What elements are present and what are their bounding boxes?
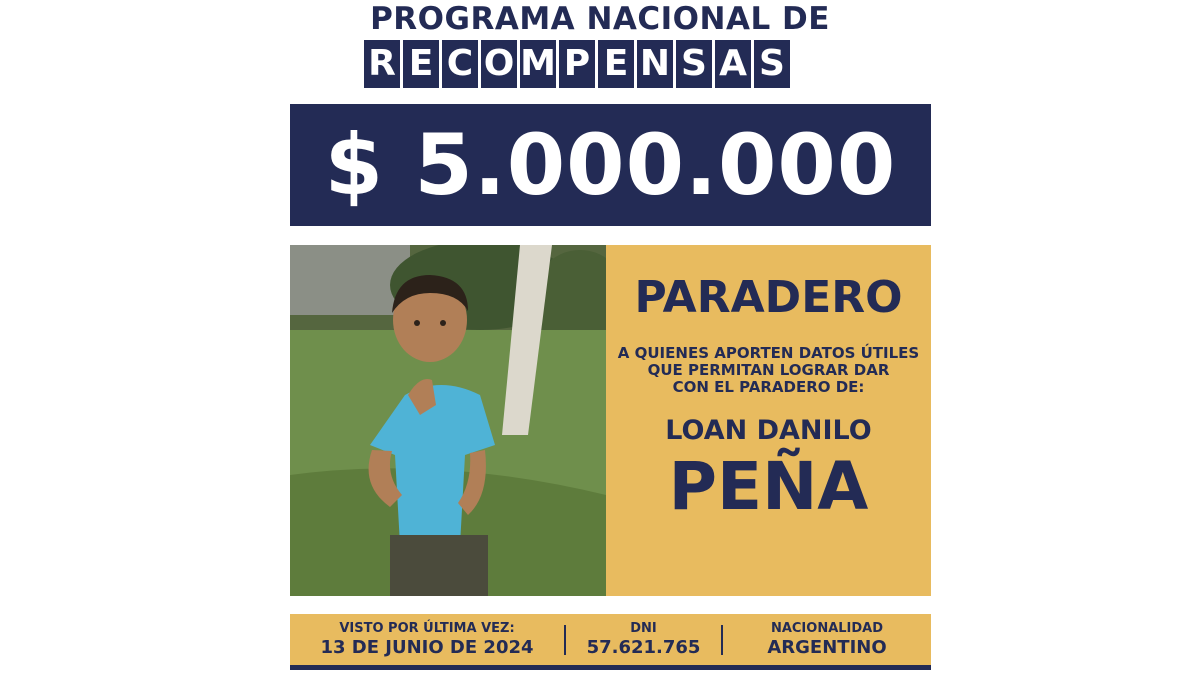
details-bar — [290, 614, 931, 670]
missing-child-photo — [290, 245, 606, 596]
title-letter-tile: C — [442, 40, 478, 88]
nationality-label: NACIONALIDAD — [770, 621, 884, 636]
title-letter-tile: P — [559, 40, 595, 88]
last-seen-value: 13 DE JUNIO DE 2024 — [320, 637, 534, 658]
dni-detail — [566, 614, 721, 665]
dni-label: DNI — [630, 621, 657, 636]
program-title-line2 — [364, 40, 790, 88]
reward-amount: $ 5.000.000 — [324, 116, 897, 214]
info-panel — [606, 245, 931, 596]
paradero-description — [606, 345, 931, 396]
title-letter-tile: S — [754, 40, 790, 88]
description-line: A QUIENES APORTEN DATOS ÚTILES — [617, 344, 920, 362]
nationality-detail — [723, 614, 931, 665]
last-seen-label: VISTO POR ÚLTIMA VEZ: — [339, 621, 515, 636]
title-letter-tile: A — [715, 40, 751, 88]
paradero-title: PARADERO — [634, 272, 903, 323]
nationality-value: ARGENTINO — [767, 637, 887, 658]
description-line: CON EL PARADERO DE: — [672, 378, 865, 396]
program-title-line1: PROGRAMA NACIONAL DE — [370, 1, 830, 37]
title-letter-tile: R — [364, 40, 400, 88]
reward-amount-banner — [290, 104, 931, 226]
title-letter-tile: N — [637, 40, 673, 88]
last-seen-detail — [290, 614, 564, 665]
description-line: QUE PERMITAN LOGRAR DAR — [647, 361, 890, 379]
title-letter-tile: E — [598, 40, 634, 88]
dni-value: 57.621.765 — [586, 637, 701, 658]
last-name: PEÑA — [668, 448, 869, 525]
first-names: LOAN DANILO — [665, 415, 872, 446]
title-letter-tile: O — [481, 40, 517, 88]
photo-illustration — [290, 245, 606, 596]
title-letter-tile: E — [403, 40, 439, 88]
title-letter-tile: M — [520, 40, 556, 88]
title-letter-tile: S — [676, 40, 712, 88]
